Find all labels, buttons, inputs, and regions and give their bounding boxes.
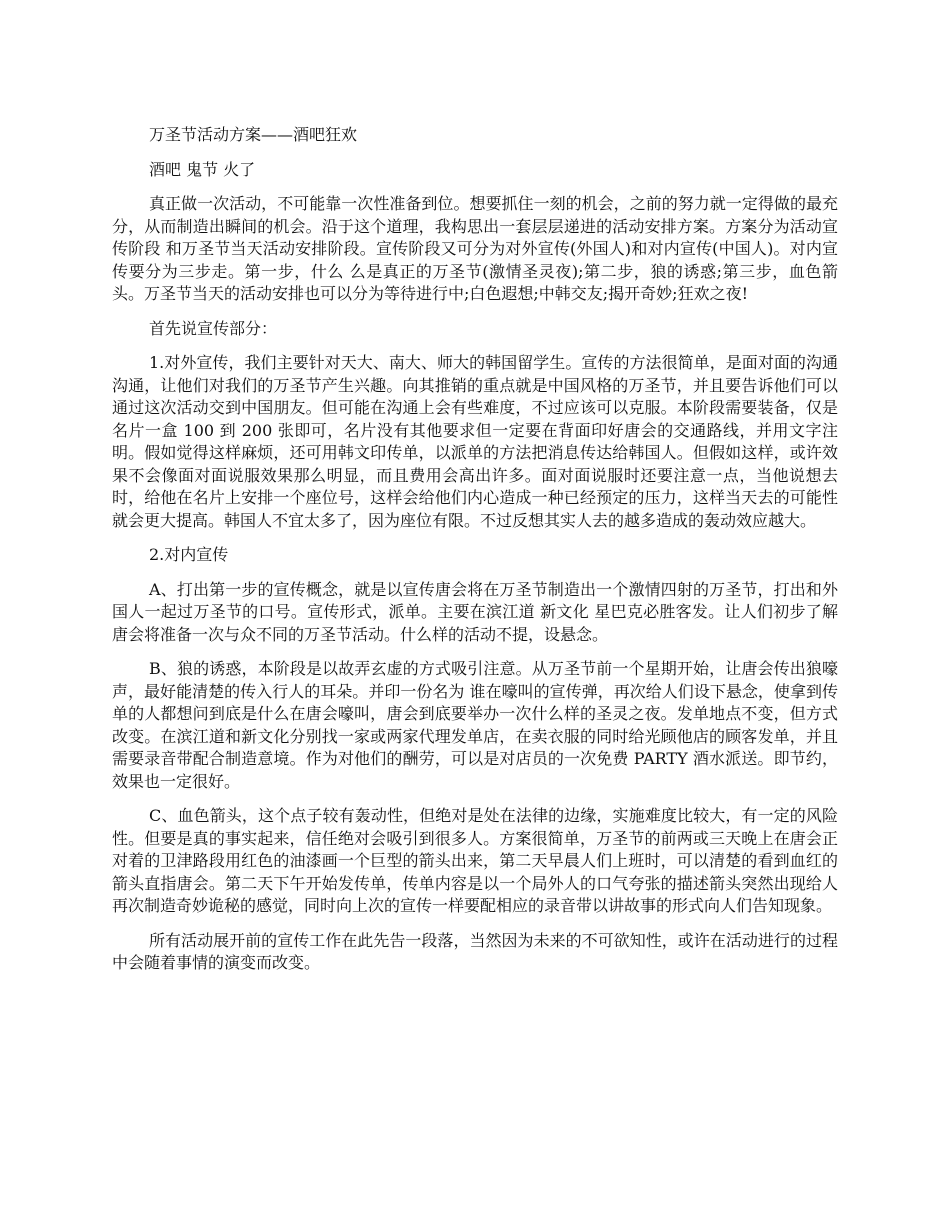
paragraph-step-c: C、血色箭头，这个点子较有轰动性，但绝对是处在法律的边缘，实施难度比较大，有一定的风险性。但要是真的事实起来，信任绝对会吸引到很多人。方案很简单，万圣节的前两或三天晚上在唐会正对着的卫津路段用红色的油漆画一个巨型的箭头出来，第二天早晨人们上班时，可以清楚的看到血红的箭头直指唐会。第二天下午开始发传单，传单内容是以一个局外人的口气夸张的描述箭头突然出现给人再次制造奇妙诡秘的感觉，同时向上次的宣传一样要配相应的录音带以讲故事的形式向人们告知现象。 bbox=[112, 806, 838, 915]
document-subtitle: 酒吧 鬼节 火了 bbox=[149, 159, 256, 179]
paragraph-intro: 真正做一次活动，不可能靠一次性准备到位。想要抓住一刻的机会，之前的努力就一定得做的最充分，从而制造出瞬间的机会。沿于这个道理，我构思出一套层层递进的活动安排方案。方案分为活动宣传阶段 和万圣节当天活动安排阶段。宣传阶段又可分为对外宣传(外国人)和对内宣传(中国人)。对内宣传要分为三步走。第一步，什么 么是真正的万圣节(激情圣灵夜);第二步，狼的诱惑;第三步，血色箭头。万圣节当天的活动安排也可以分为等待进行中;白色遐想;中韩交友;揭开奇妙;狂欢之夜! bbox=[112, 194, 838, 303]
paragraph-promotion-heading: 首先说宣传部分： bbox=[149, 318, 278, 338]
document-title: 万圣节活动方案——酒吧狂欢 bbox=[149, 125, 358, 144]
paragraph-external-promotion: 1.对外宣传，我们主要针对天大、南大、师大的韩国留学生。宣传的方法很简单，是面对面的沟通沟通，让他们对我们的万圣节产生兴趣。向其推销的重点就是中国风格的万圣节，并且要告诉他们可以通过这次活动交到中国朋友。但可能在沟通上会有些难度，不过应该可以克服。本阶段需要装备，仅是名片一盒 100 到 200 张即可，名片没有其他要求但一定要在背面印好唐会的交通路线，并用文字注明。假如觉得这样麻烦，还可用韩文印传单，以派单的方法把消息传达给韩国人。但假如这样，或许效果不会像面对面说服效果那么明显，而且费用会高出许多。面对面说服时还要注意一点，当他说想去时，给他在名片上安排一个座位号，这样会给他们内心造成一种已经预定的压力，这样当天去的可能性就会更大提高。韩国人不宜太多了，因为座位有限。不过反想其实人去的越多造成的轰动效应越大。 bbox=[112, 353, 838, 530]
paragraph-step-a: A、打出第一步的宣传概念，就是以宣传唐会将在万圣节制造出一个激情四射的万圣节，打出和外国人一起过万圣节的口号。宣传形式，派单。主要在滨江道 新文化 星巴克必胜客发。让人们初步了解唐会将准备一次与众不同的万圣节活动。什么样的活动不提，设悬念。 bbox=[112, 579, 838, 644]
document-body bbox=[112, 124, 838, 987]
paragraph-step-b: B、狼的诱惑，本阶段是以故弄玄虚的方式吸引注意。从万圣节前一个星期开始，让唐会传出狼嚎声，最好能清楚的传入行人的耳朵。并印一份名为 谁在嚎叫的宣传弹，再次给人们设下悬念，使拿到传单的人都想问到底是什么在唐会嚎叫，唐会到底要举办一次什么样的圣灵之夜。发单地点不变，但方式改变。在滨江道和新文化分别找一家或两家代理发单店，在卖衣服的同时给光顾他店的顾客发单，并且需要录音带配合制造意境。作为对他们的酬劳，可以是对店员的一次免费 PARTY 酒水派送。即节约，效果也一定很好。 bbox=[112, 659, 838, 791]
paragraph-conclusion: 所有活动展开前的宣传工作在此先告一段落，当然因为未来的不可欲知性，或许在活动进行的过程中会随着事情的演变而改变。 bbox=[112, 930, 838, 972]
paragraph-internal-promotion-heading: 2.对内宣传 bbox=[149, 545, 229, 564]
